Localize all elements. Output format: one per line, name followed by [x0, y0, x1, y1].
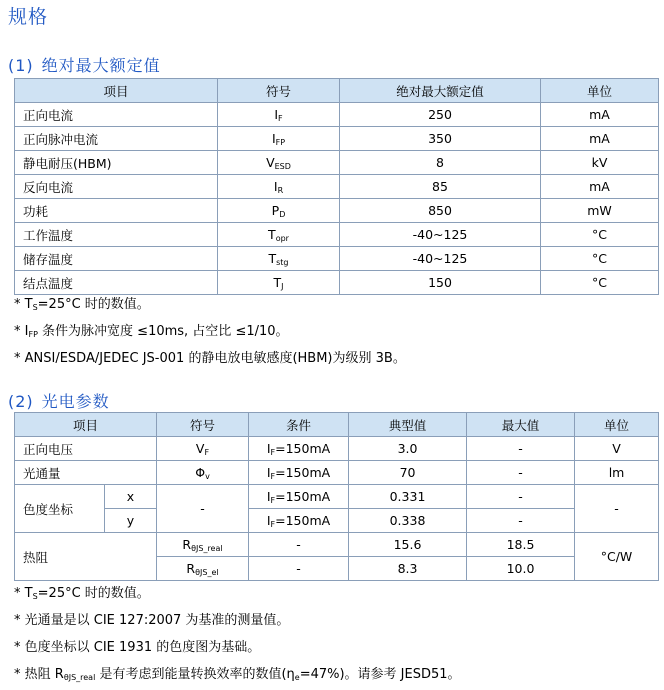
table-row — [15, 247, 659, 271]
value-cell: -40~125 — [340, 247, 541, 271]
condition-cell: - — [249, 557, 349, 581]
header-symbol: 符号 — [157, 413, 249, 437]
header-symbol: 符号 — [218, 79, 340, 103]
header-item: 项目 — [15, 79, 218, 103]
unit-cell: V — [575, 437, 659, 461]
footnote: * 热阻 $R_{\theta JS\_real}$ 是有考虑到能量转换效率的数值$(\eta_e=47\%)$。请参考 JESD51。 — [14, 667, 461, 682]
footnote: * $T_S=25^\circ C$ 时的数值。 — [14, 297, 150, 312]
header-unit: 单位 — [541, 79, 659, 103]
max-cell: 18.5 — [467, 533, 575, 557]
section2-number: (2) — [8, 392, 34, 411]
unit-cell: °C — [541, 223, 659, 247]
symbol-cell: $I_R$ — [218, 175, 340, 199]
footnote: * 色度坐标以 CIE 1931 的色度图为基础。 — [14, 640, 261, 655]
item-cell: 结点温度 — [15, 271, 218, 295]
electro-optical-table — [14, 412, 659, 581]
table-row — [15, 223, 659, 247]
value-cell: -40~125 — [340, 223, 541, 247]
value-cell: 350 — [340, 127, 541, 151]
header-unit: 单位 — [575, 413, 659, 437]
table-row — [15, 199, 659, 223]
value-cell: 8 — [340, 151, 541, 175]
unit-cell: mW — [541, 199, 659, 223]
section2-notes — [14, 582, 461, 690]
value-cell: 250 — [340, 103, 541, 127]
typical-cell: 8.3 — [349, 557, 467, 581]
condition-cell: $I_F=150mA$ — [249, 509, 349, 533]
value-cell: 150 — [340, 271, 541, 295]
condition-cell: $I_F=150mA$ — [249, 437, 349, 461]
section2-title-text: 光电参数 — [41, 392, 110, 411]
footnote: * $T_S=25^\circ C$ 时的数值。 — [14, 586, 150, 601]
absolute-max-body — [15, 103, 659, 295]
typical-cell: 15.6 — [349, 533, 467, 557]
symbol-cell: $I_{FP}$ — [218, 127, 340, 151]
section2-title — [8, 389, 110, 412]
unit-cell: mA — [541, 103, 659, 127]
condition-cell: - — [249, 533, 349, 557]
absolute-max-table — [14, 78, 659, 295]
footnote: * ANSI/ESDA/JEDEC JS-001 的静电放电敏感度(HBM)为级别 3B。 — [14, 351, 406, 366]
unit-cell: mA — [541, 127, 659, 151]
table-header-row — [15, 79, 659, 103]
typical-cell: 0.331 — [349, 485, 467, 509]
header-typical: 典型值 — [349, 413, 467, 437]
section1-number: (1) — [8, 56, 34, 75]
header-condition: 条件 — [249, 413, 349, 437]
header-rating: 绝对最大额定值 — [340, 79, 541, 103]
symbol-cell: $V_{ESD}$ — [218, 151, 340, 175]
typical-cell: 70 — [349, 461, 467, 485]
unit-cell: lm — [575, 461, 659, 485]
item-cell: 色度坐标 — [15, 485, 105, 533]
item-cell: 正向脉冲电流 — [15, 127, 218, 151]
coord-label-cell: x — [105, 485, 157, 509]
header-item: 项目 — [15, 413, 157, 437]
table-row — [15, 271, 659, 295]
symbol-cell: $I_F$ — [218, 103, 340, 127]
table-row — [15, 175, 659, 199]
item-cell: 正向电压 — [15, 437, 157, 461]
table-row — [15, 127, 659, 151]
page-title: 规格 — [8, 6, 49, 28]
item-cell: 储存温度 — [15, 247, 218, 271]
symbol-cell: $P_D$ — [218, 199, 340, 223]
typical-cell: 0.338 — [349, 509, 467, 533]
item-cell: 静电耐压(HBM) — [15, 151, 218, 175]
symbol-cell: $R_{\theta JS\_el}$ — [157, 557, 249, 581]
unit-cell: - — [575, 485, 659, 533]
section1-title-text: 绝对最大额定值 — [41, 56, 161, 75]
item-cell: 功耗 — [15, 199, 218, 223]
symbol-cell: $\Phi_v$ — [157, 461, 249, 485]
typical-cell: 3.0 — [349, 437, 467, 461]
footnote: * $I_{FP}$ 条件为脉冲宽度 ≤10ms, 占空比 ≤1/10。 — [14, 324, 289, 339]
unit-cell: mA — [541, 175, 659, 199]
max-cell: 10.0 — [467, 557, 575, 581]
unit-cell: °C — [541, 271, 659, 295]
unit-cell: °C/W — [575, 533, 659, 581]
condition-cell: $I_F=150mA$ — [249, 461, 349, 485]
max-cell: - — [467, 485, 575, 509]
condition-cell: $I_F=150mA$ — [249, 485, 349, 509]
symbol-cell: $R_{\theta JS\_real}$ — [157, 533, 249, 557]
item-cell: 正向电流 — [15, 103, 218, 127]
section1-notes — [14, 293, 406, 374]
footnote: * 光通量是以 CIE 127:2007 为基准的测量值。 — [14, 613, 290, 628]
max-cell: - — [467, 461, 575, 485]
table-row-chromaticity-y — [15, 509, 659, 533]
section1-title — [8, 53, 161, 76]
table-row-flux — [15, 461, 659, 485]
symbol-cell: $T_{opr}$ — [218, 223, 340, 247]
table-row — [15, 103, 659, 127]
symbol-cell: - — [157, 485, 249, 533]
symbol-cell: $T_J$ — [218, 271, 340, 295]
item-cell: 热阻 — [15, 533, 157, 581]
coord-label-cell: y — [105, 509, 157, 533]
table-header-row — [15, 413, 659, 437]
value-cell: 85 — [340, 175, 541, 199]
header-max: 最大值 — [467, 413, 575, 437]
unit-cell: kV — [541, 151, 659, 175]
table-row — [15, 151, 659, 175]
unit-cell: °C — [541, 247, 659, 271]
table-row-chromaticity-x — [15, 485, 659, 509]
value-cell: 850 — [340, 199, 541, 223]
item-cell: 工作温度 — [15, 223, 218, 247]
table-row-thermal-real — [15, 533, 659, 557]
item-cell: 光通量 — [15, 461, 157, 485]
max-cell: - — [467, 437, 575, 461]
table-row-forward-voltage — [15, 437, 659, 461]
symbol-cell: $V_F$ — [157, 437, 249, 461]
symbol-cell: $T_{stg}$ — [218, 247, 340, 271]
max-cell: - — [467, 509, 575, 533]
item-cell: 反向电流 — [15, 175, 218, 199]
